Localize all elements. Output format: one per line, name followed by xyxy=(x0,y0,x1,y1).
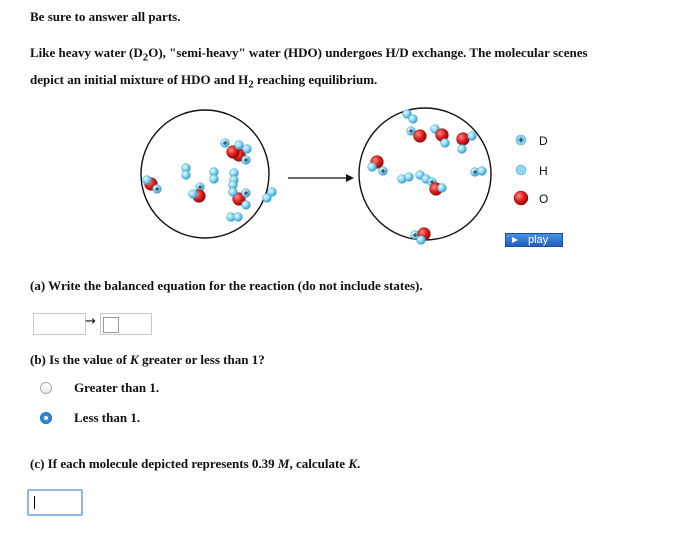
equation-arrow: → xyxy=(85,314,96,329)
question-c-var-k: K xyxy=(348,456,357,471)
question-c-pre: (c) If each molecule depicted represents 0.39 xyxy=(30,456,278,471)
intro-line1-b: O), "semi-heavy" water (HDO) undergoes H/D exchange. The molecular scenes xyxy=(148,45,588,60)
deuterium-atom-icon xyxy=(514,133,528,147)
products-placeholder-box xyxy=(103,317,119,333)
intro-line2-a: depict an initial mixture of HDO and H xyxy=(30,71,249,87)
question-a: (a) Write the balanced equation for the reaction (do not include states). xyxy=(30,278,423,293)
play-icon xyxy=(512,237,518,243)
instructions: Be sure to answer all parts. xyxy=(30,9,181,24)
question-c-var-m: M xyxy=(277,456,290,471)
question-c xyxy=(30,456,360,472)
question-b xyxy=(30,352,265,368)
intro-line2-sub: 2 xyxy=(248,78,254,91)
equation-reactants-field[interactable] xyxy=(33,313,86,335)
molecular-scenes xyxy=(134,100,504,250)
reaction-arrow xyxy=(288,174,354,182)
question-c-end: . xyxy=(357,456,361,471)
hydrogen-atom-icon xyxy=(514,163,528,177)
radio-greater-than-1[interactable] xyxy=(40,382,52,394)
radio-less-than-1[interactable] xyxy=(40,412,52,424)
question-b-var: K xyxy=(130,352,139,367)
play-button[interactable] xyxy=(505,233,563,247)
equation-products-field[interactable] xyxy=(100,313,152,335)
hd-molecule xyxy=(471,167,487,177)
legend-item-oxygen xyxy=(514,191,574,207)
question-b-pre: (b) Is the value of xyxy=(30,352,131,367)
intro-line1-sub: 2 xyxy=(142,51,149,64)
equilibrium-scene xyxy=(359,108,491,244)
option-greater-label[interactable]: Greater than 1. xyxy=(74,380,160,395)
legend-label-d: D xyxy=(539,134,548,148)
radio-selected-dot xyxy=(44,416,48,420)
intro-line2-b: reaching equilibrium. xyxy=(253,71,378,87)
k-answer-input[interactable] xyxy=(27,489,83,516)
option-less-label[interactable]: Less than 1. xyxy=(74,410,141,425)
legend-item-deuterium xyxy=(514,133,574,149)
problem-intro xyxy=(30,42,680,95)
text-caret xyxy=(34,496,35,509)
oxygen-atom-icon xyxy=(513,190,529,206)
legend-item-hydrogen xyxy=(514,163,574,179)
initial-mixture-scene xyxy=(141,110,276,238)
legend-label-o: O xyxy=(539,192,549,206)
legend-label-h: H xyxy=(539,164,548,178)
question-b-post: greater or less than 1? xyxy=(138,352,265,367)
play-label: play xyxy=(528,234,549,246)
intro-line1-a: Like heavy water (D xyxy=(30,45,143,60)
question-c-post: , calculate xyxy=(289,456,349,471)
